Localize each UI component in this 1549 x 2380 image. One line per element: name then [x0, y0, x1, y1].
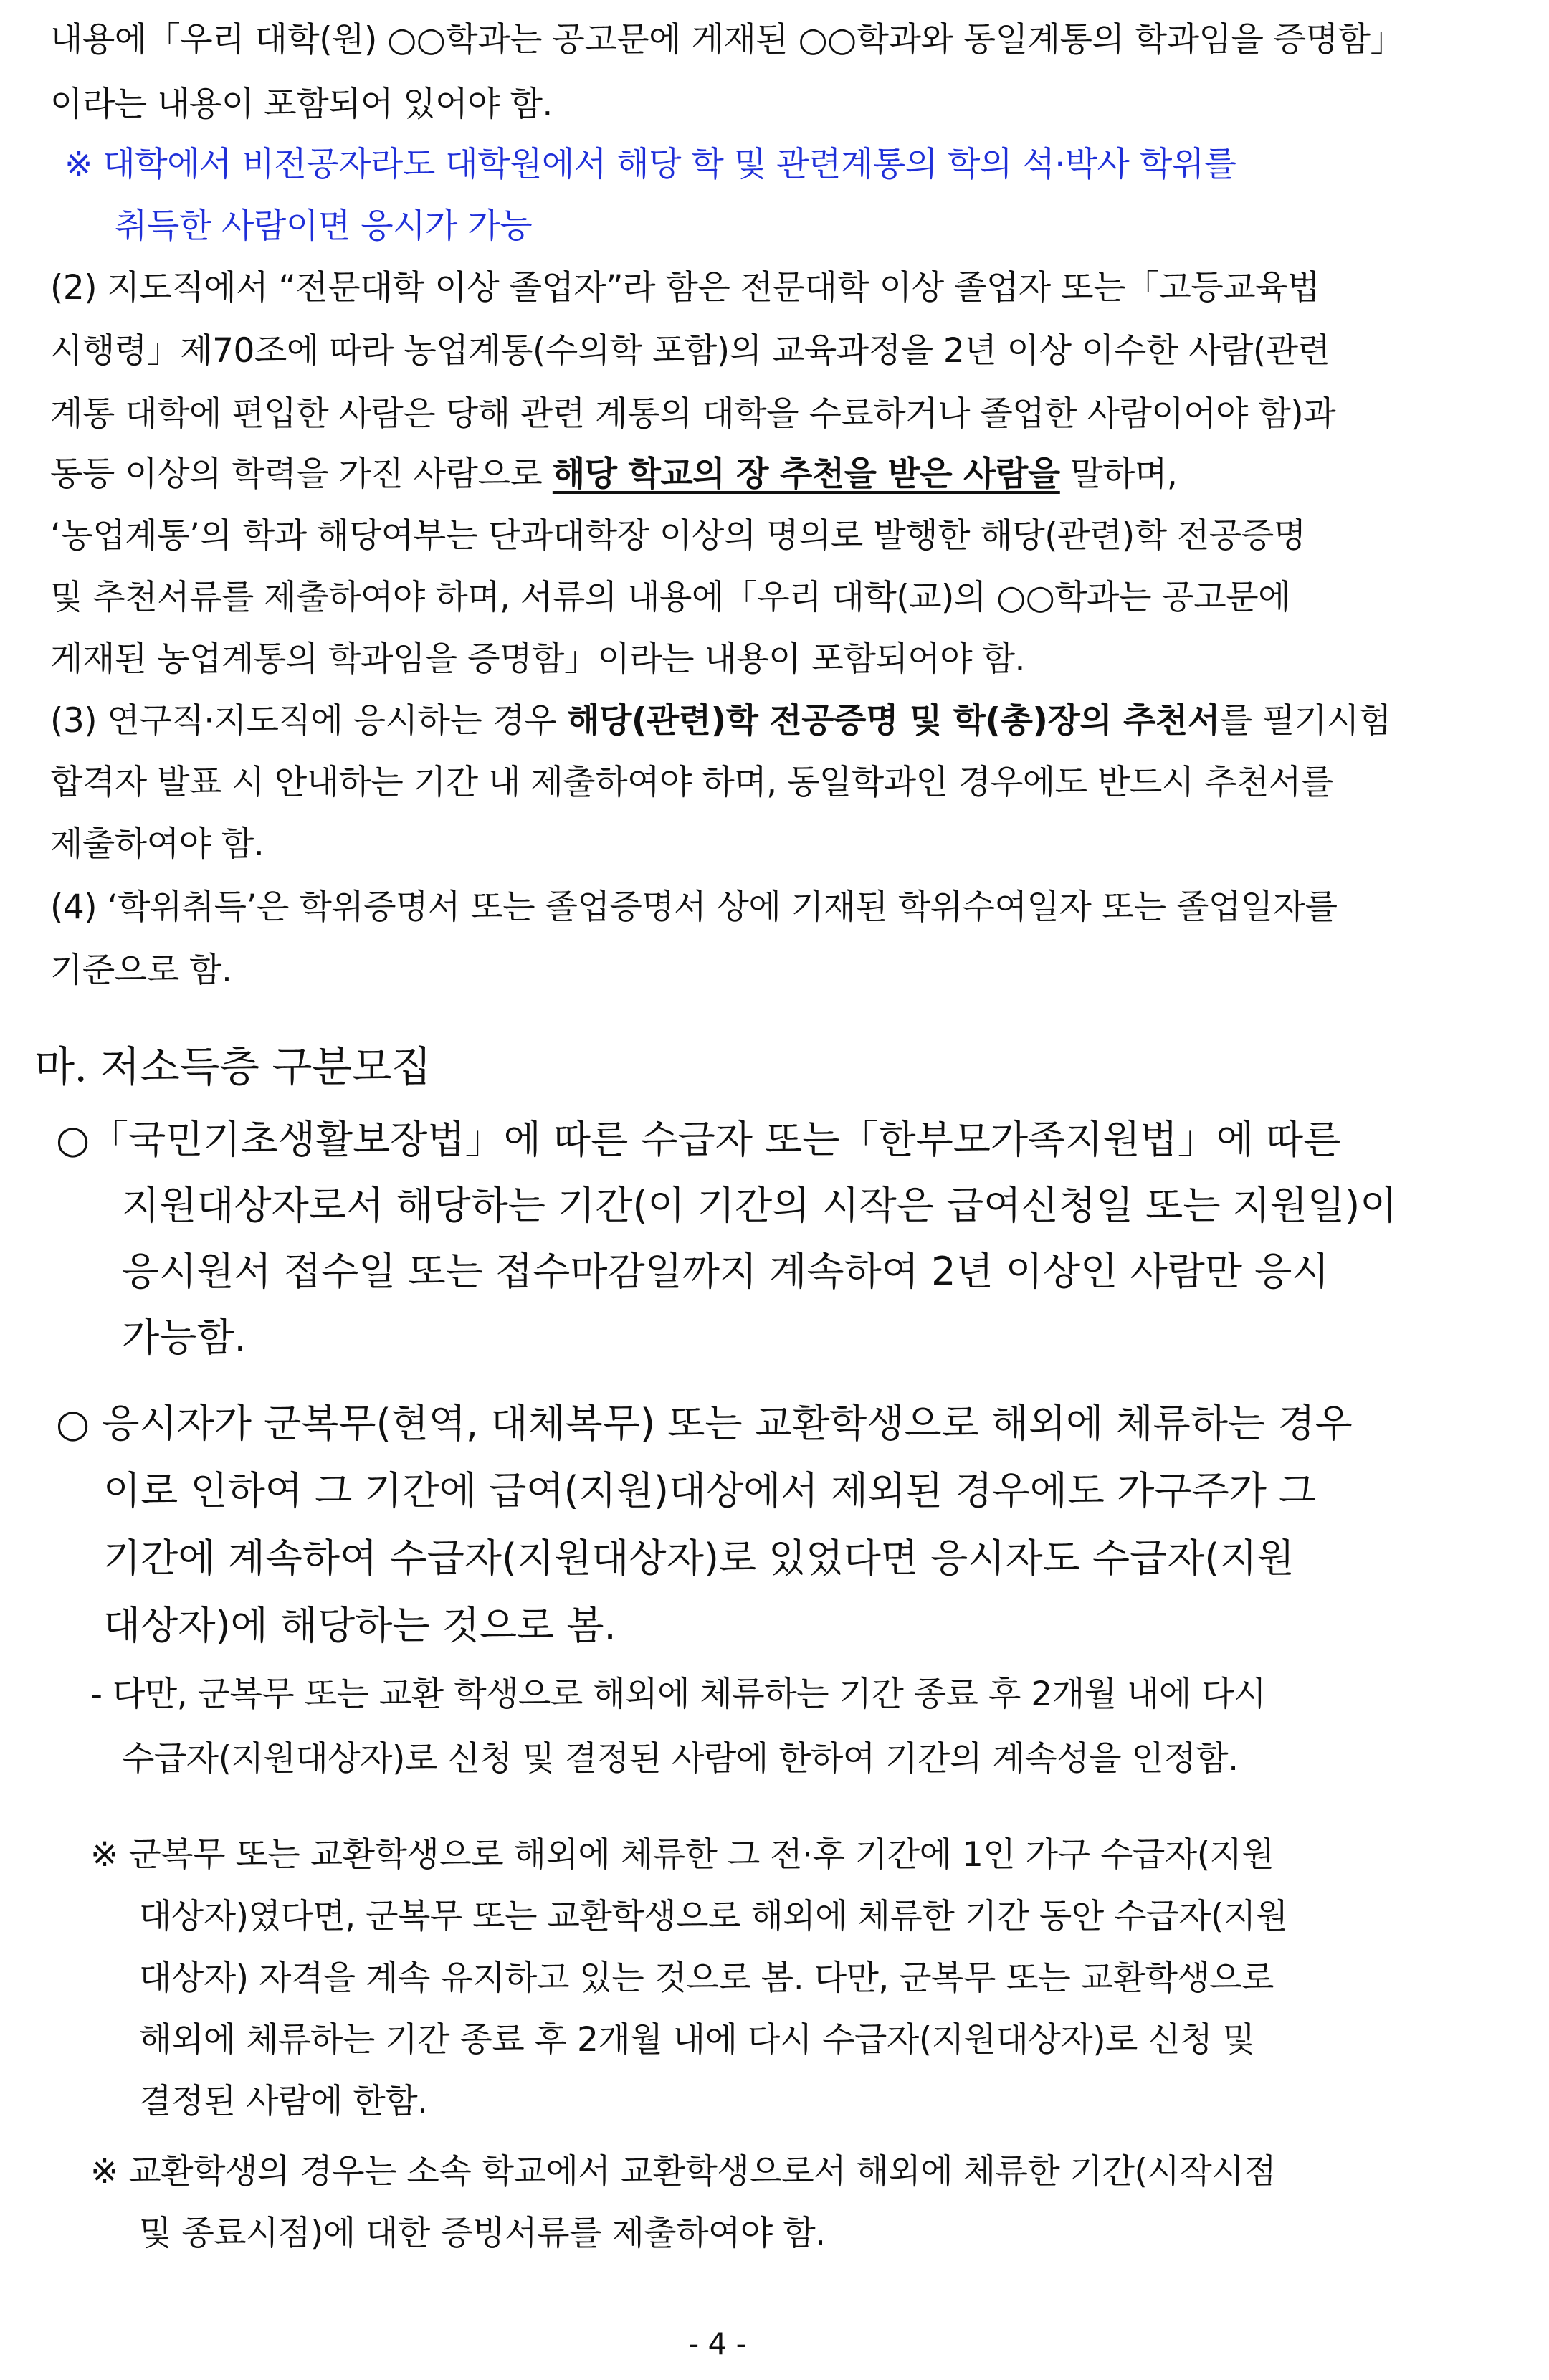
text-line: (4) ‘학위취득’은 학위증명서 또는 졸업증명서 상에 기재된 학위수여일자 또는 졸업일자를: [50, 887, 1338, 927]
text-line: ‘농업계통’의 학과 해당여부는 단과대학장 이상의 명의로 발행한 해당(관련)학 전공증명: [50, 516, 1306, 556]
text-line: 이라는 내용이 포함되어 있어야 함.: [50, 85, 553, 124]
text-line: 및 추천서류를 제출하여야 하며, 서류의 내용에「우리 대학(교)의 ○○학과는 공고문에: [50, 578, 1291, 617]
text-line: 내용에「우리 대학(원) ○○학과는 공고문에 게재된 ○○학과와 동일계통의 학과임을 증명함」: [50, 20, 1403, 60]
note-line: ※ 군복무 또는 교환학생으로 해외에 체류한 그 전·후 기간에 1인 가구 수급자(지원: [90, 1835, 1274, 1875]
text-line: 가능함.: [122, 1315, 247, 1360]
text-line: 합격자 발표 시 안내하는 기간 내 제출하여야 하며, 동일학과인 경우에도 반드시 추천서를: [50, 763, 1333, 802]
text-segment: (3) 연구직·지도직에 응시하는 경우: [50, 701, 568, 741]
note-line: 해외에 체류하는 기간 종료 후 2개월 내에 다시 수급자(지원대상자)로 신청 및: [139, 2020, 1255, 2060]
bullet-line: ○「국민기초생활보장법」에 따른 수급자 또는「한부모가족지원법」에 따른: [56, 1117, 1341, 1162]
text-line: 이로 인하여 그 기간에 급여(지원)대상에서 제외된 경우에도 가구주가 그: [103, 1468, 1317, 1513]
text-line: [50, 700, 1391, 743]
text-segment: 말하며,: [1059, 454, 1178, 494]
bullet-line: ○ 응시자가 군복무(현역, 대체복무) 또는 교환학생으로 해외에 체류하는 경우: [56, 1401, 1353, 1446]
text-line: 대상자)에 해당하는 것으로 봄.: [103, 1603, 616, 1648]
underlined-emphasis: 해당 학교의 장 추천을 받은 사람을: [552, 454, 1060, 494]
text-line: (2) 지도직에서 “전문대학 이상 졸업자”라 함은 전문대학 이상 졸업자 또는「고등교육법: [50, 268, 1320, 308]
text-segment: 동등 이상의 학력을 가진 사람으로: [50, 454, 553, 494]
page-number: - 4 -: [688, 2326, 747, 2361]
text-line: [50, 453, 1177, 496]
bold-emphasis: 해당(관련)학 전공증명 및 학(총)장의 추천서: [567, 701, 1220, 741]
text-line: 시행령」제70조에 따라 농업계통(수의학 포함)의 교육과정을 2년 이상 이수한 사람(관련: [50, 331, 1330, 371]
text-line: 응시원서 접수일 또는 접수마감일까지 계속하여 2년 이상인 사람만 응시: [122, 1249, 1330, 1294]
text-line: 지원대상자로서 해당하는 기간(이 기간의 시작은 급여신청일 또는 지원일)이: [122, 1183, 1398, 1228]
note-line: ※ 교환학생의 경우는 소속 학교에서 교환학생으로서 해외에 체류한 기간(시작시점: [90, 2152, 1277, 2191]
text-line: 수급자(지원대상자)로 신청 및 결정된 사람에 한하여 기간의 계속성을 인정함.: [122, 1739, 1239, 1779]
dash-line: - 다만, 군복무 또는 교환 학생으로 해외에 체류하는 기간 종료 후 2개월 내에 다시: [90, 1675, 1266, 1714]
note-line: 대상자)였다면, 군복무 또는 교환학생으로 해외에 체류한 기간 동안 수급자(지원: [139, 1897, 1288, 1936]
note-line: 대상자) 자격을 계속 유지하고 있는 것으로 봄. 다만, 군복무 또는 교환학생으로: [139, 1958, 1274, 1998]
text-line: 제출하여야 함.: [50, 824, 264, 864]
text-line: 기간에 계속하여 수급자(지원대상자)로 있었다면 응시자도 수급자(지원: [103, 1536, 1295, 1581]
note-line: 및 종료시점)에 대한 증빙서류를 제출하여야 함.: [139, 2214, 826, 2253]
note-line: ※ 대학에서 비전공자라도 대학원에서 해당 학 및 관련계통의 학의 석·박사 학위를: [65, 145, 1236, 184]
text-line: 계통 대학에 편입한 사람은 당해 관련 계통의 대학을 수료하거나 졸업한 사람이어야 함)과: [50, 394, 1336, 434]
note-line: 결정된 사람에 한함.: [139, 2082, 428, 2121]
section-heading: 마. 저소득층 구분모집: [34, 1042, 432, 1091]
text-line: 게재된 농업계통의 학과임을 증명함」이라는 내용이 포함되어야 함.: [50, 639, 1025, 679]
note-line: 취득한 사람이면 응시가 가능: [115, 206, 533, 246]
text-line: 기준으로 함.: [50, 951, 232, 990]
text-segment: 를 필기시험: [1219, 701, 1391, 741]
